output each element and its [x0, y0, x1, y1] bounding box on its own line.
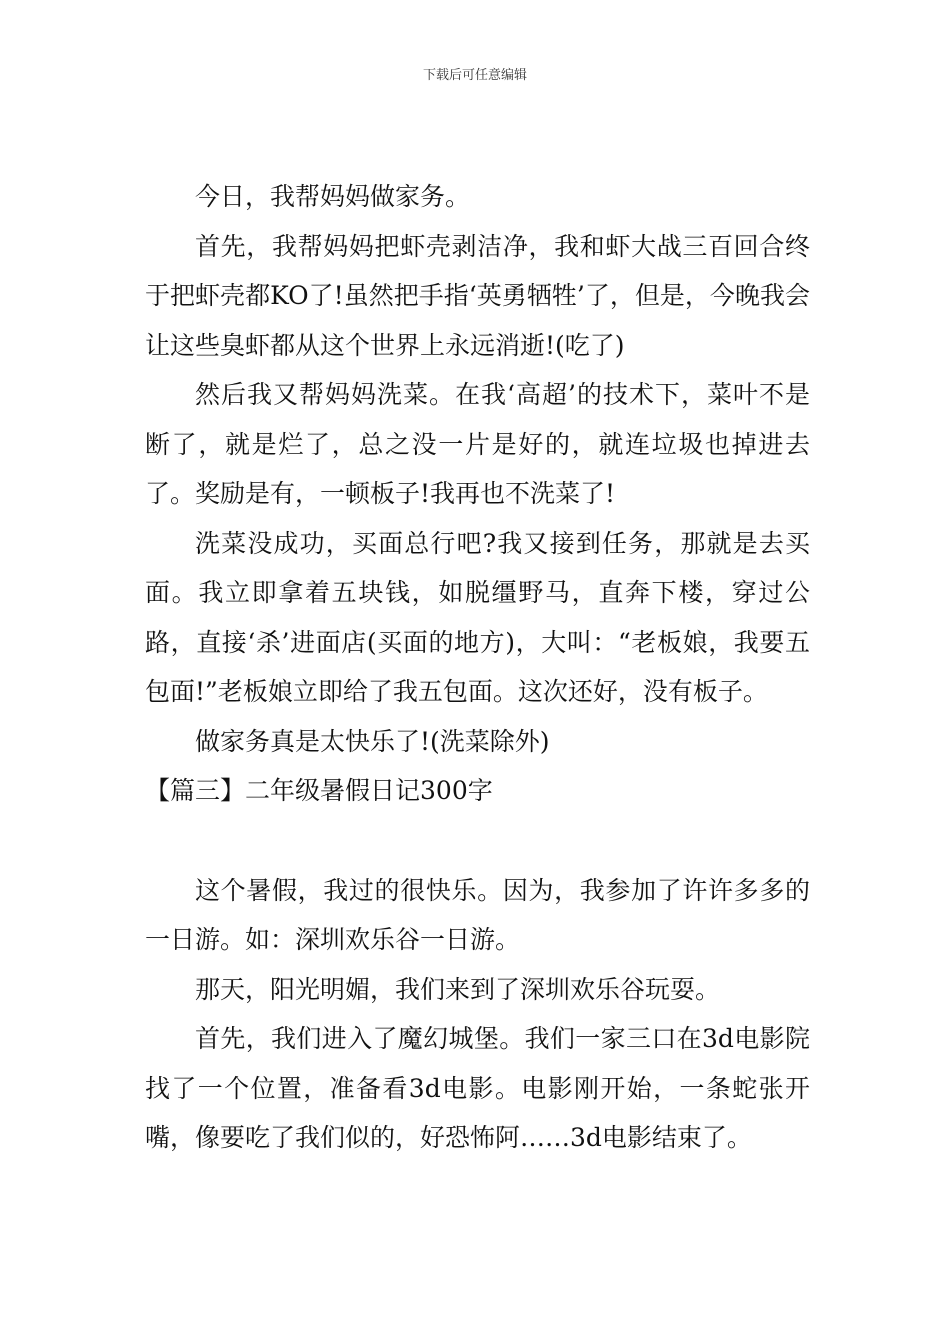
- paragraph: 今日，我帮妈妈做家务。: [195, 182, 471, 211]
- paragraph: 然后我又帮妈妈洗菜。在我‘高超’的技术下，菜叶不是断了，就是烂了，总之没一片是好的，就连垃圾也掉进去了。奖励是有，一顿板子!我再也不洗菜了!: [145, 380, 810, 508]
- paragraph: 做家务真是太快乐了!(洗菜除外): [195, 726, 550, 756]
- page-header-note: 下载后可任意编辑: [422, 68, 527, 83]
- document-body: [145, 172, 810, 1163]
- paragraph: 首先，我帮妈妈把虾壳剥洁净，我和虾大战三百回合终于把虾壳都KO了!虽然把手指‘英勇牺牲’了，但是，今晚我会让这些臭虾都从这个世界上永远消逝!(吃了): [145, 231, 810, 360]
- paragraph: 首先，我们进入了魔幻城堡。我们一家三口在3d电影院找了一个位置，准备看3d电影。电影刚开始，一条蛇张开嘴，像要吃了我们似的，好恐怖阿……3d电影结束了。: [145, 1024, 810, 1152]
- paragraph: 洗菜没成功，买面总行吧?我又接到任务，那就是去买面。我立即拿着五块钱，如脱缰野马，直奔下楼，穿过公路，直接‘杀’进面店(买面的地方)，大叫：“老板娘，我要五包面!”老板娘立即给了我五包面。这次还好，没有板子。: [145, 528, 810, 706]
- section-spacer: [145, 816, 810, 866]
- paragraph: 这个暑假，我过的很快乐。因为，我参加了许许多多的一日游。如：深圳欢乐谷一日游。: [145, 875, 810, 954]
- paragraph: 那天，阳光明媚，我们来到了深圳欢乐谷玩耍。: [195, 974, 721, 1004]
- section-title: 【篇三】二年级暑假日记300字: [145, 776, 493, 805]
